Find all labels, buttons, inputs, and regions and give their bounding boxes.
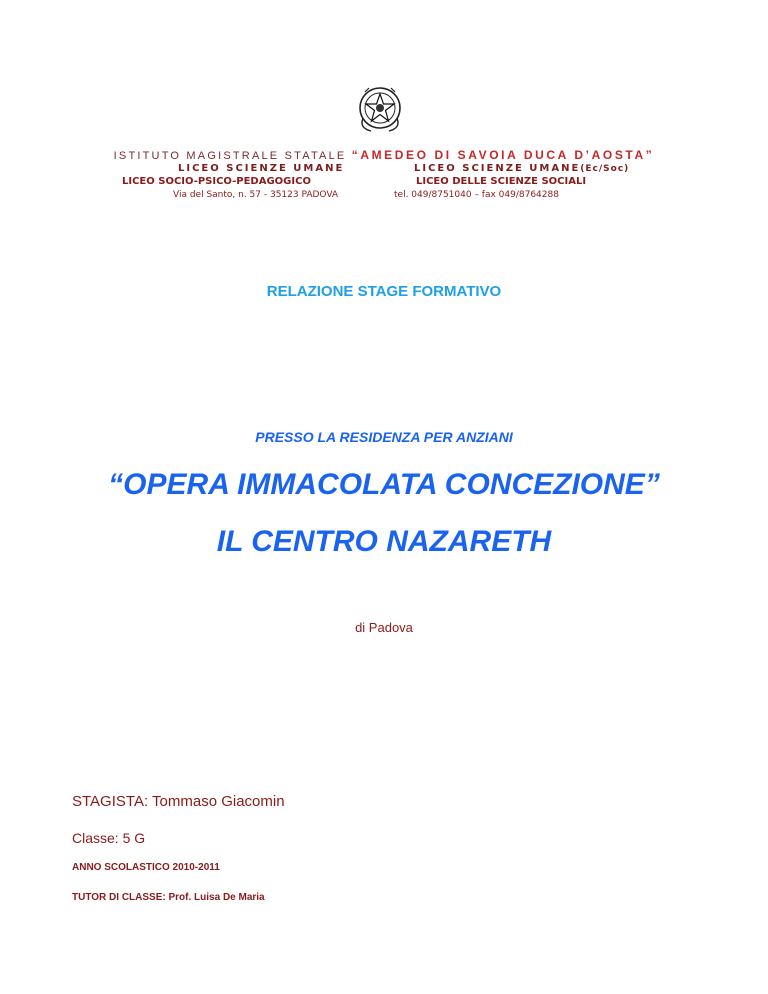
course-humanities-left: LICEO SCIENZE UMANE bbox=[178, 163, 345, 174]
school-type: ISTITUTO MAGISTRALE STATALE bbox=[113, 150, 347, 162]
location-line: PRESSO LA RESIDENZA PER ANZIANI bbox=[255, 429, 513, 445]
student-name: STAGISTA: Tommaso Giacomin bbox=[72, 793, 285, 810]
school-name-line bbox=[0, 148, 768, 162]
report-title: RELAZIONE STAGE FORMATIVO bbox=[266, 283, 502, 300]
school-address: Via del Santo, n. 57 - 35123 PADOVA bbox=[173, 190, 339, 200]
course-social-sciences: LICEO DELLE SCIENZE SOCIALI bbox=[416, 176, 587, 187]
course-humanities-right-label: LICEO SCIENZE UMANE bbox=[414, 163, 581, 174]
city: di Padova bbox=[355, 620, 413, 635]
course-humanities-right-suffix: (Ec/Soc) bbox=[580, 164, 630, 174]
tutor: TUTOR DI CLASSE: Prof. Luisa De Maria bbox=[72, 892, 265, 903]
course-humanities-right bbox=[414, 163, 629, 174]
republic-emblem-icon bbox=[357, 84, 403, 134]
centre-name: IL CENTRO NAZARETH bbox=[216, 525, 552, 558]
school-phone: tel. 049/8751040 – fax 049/8764288 bbox=[394, 190, 559, 200]
school-name: “AMEDEO DI SAVOIA DUCA D’AOSTA” bbox=[351, 148, 655, 162]
course-socio-psycho: LICEO SOCIO-PSICO-PEDAGOGICO bbox=[122, 176, 311, 187]
class-label: Classe: 5 G bbox=[72, 830, 146, 846]
school-year: ANNO SCOLASTICO 2010-2011 bbox=[72, 862, 220, 873]
facility-name: “OPERA IMMACOLATA CONCEZIONE” bbox=[108, 468, 660, 501]
